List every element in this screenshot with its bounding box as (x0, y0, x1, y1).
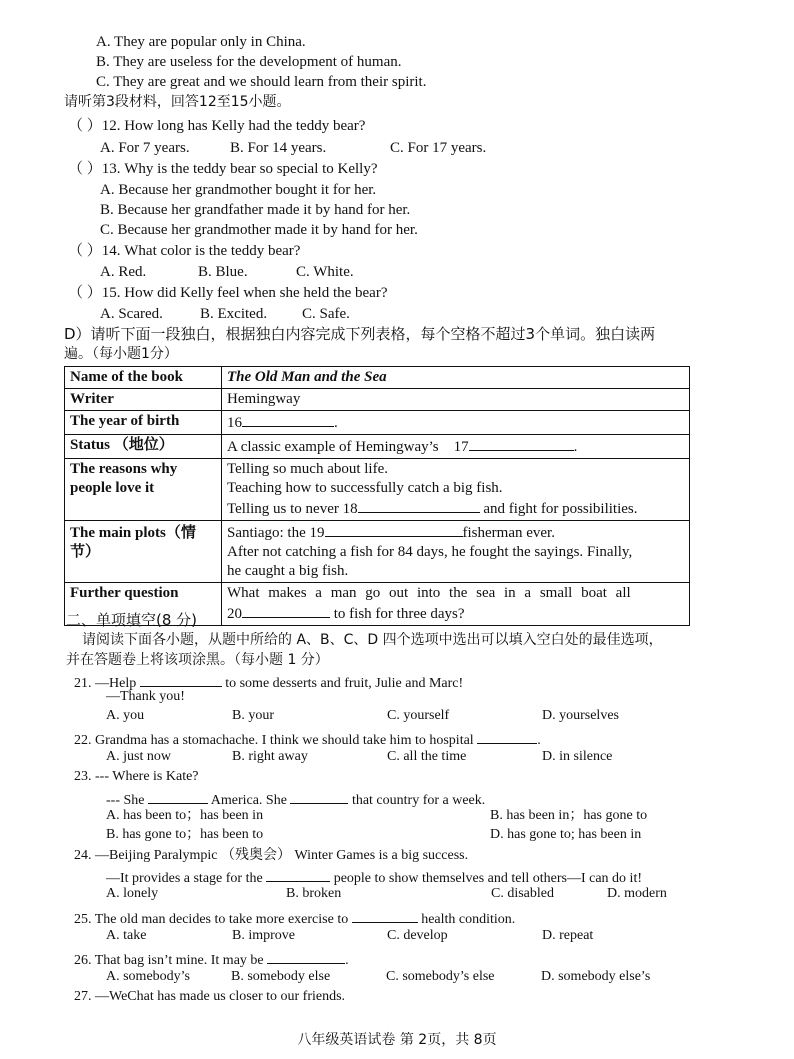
q22-stem-text: 22. Grandma has a stomachache. I think we should take him to hospital (74, 733, 474, 748)
q23-blank-2[interactable] (290, 789, 348, 804)
q25-stem (74, 908, 515, 929)
q24-reply-a: —It provides a stage for the (106, 871, 263, 886)
q25-blank[interactable] (352, 908, 418, 923)
q11-option-b: B. They are useless for the development of human. (96, 54, 402, 70)
q22-option-a: A. just now (106, 749, 171, 764)
further-text-b: to fish for three days? (333, 606, 465, 622)
q21-reply: —Thank you! (106, 689, 185, 704)
q22-option-d: D. in silence (542, 749, 613, 764)
plots-label-line-1: The main plots（情 (70, 525, 196, 541)
status-value: A classic example of Hemingway’s 17 (227, 439, 469, 455)
q23-option-b1: B. has been in；has gone to (490, 808, 648, 823)
q12-option-b: B. For 14 years. (230, 140, 327, 156)
q24-reply-b: people to show themselves and tell others—I can do it! (333, 871, 643, 886)
q15-options (100, 305, 350, 323)
part2-instruction-1: 请阅读下面各小题，从题中所给的 A、B、C、D 四个选项中选出可以填入空白处的最佳选项， (82, 632, 663, 648)
table-row (65, 367, 690, 389)
table-row (65, 435, 690, 459)
further-value-cell (222, 583, 690, 626)
q26-stem-text: 26. That bag isn’t mine. It may be (74, 953, 264, 968)
part3-instruction: 请听第3段材料，回答12至15小题。 (64, 94, 291, 110)
q25-options (106, 928, 593, 945)
table-row (65, 521, 690, 583)
q26-option-d: D. somebody else’s (541, 969, 651, 984)
blank-19[interactable] (325, 522, 463, 537)
reason-1: Telling so much about life. (227, 461, 389, 477)
plots-label-line-2: 节） (70, 544, 101, 560)
q21-stem-b: to some desserts and fruit, Julie and Marc! (225, 676, 464, 691)
part2-heading: 二、单项填空(8 分) (66, 611, 198, 629)
blank-17[interactable] (469, 436, 574, 451)
q12-option-c: C. For 17 years. (390, 140, 487, 156)
q23-reply-a: --- She (106, 793, 145, 808)
q21-option-d: D. yourselves (542, 708, 619, 723)
plot-1 (227, 522, 684, 543)
plot-2: After not catching a fish for 84 days, he fought the sayings. Finally, (227, 544, 633, 560)
q15-option-b: B. Excited. (200, 306, 268, 322)
q24-option-b: B. broken (286, 886, 342, 901)
q26-option-c: C. somebody’s else (386, 969, 495, 984)
blank-20[interactable] (242, 603, 330, 618)
plots-label (65, 521, 222, 583)
q23-stem: 23. --- Where is Kate? (74, 769, 199, 784)
reason-3 (227, 498, 684, 519)
reason-3-text-b: and fight for possibilities. (483, 501, 638, 517)
q26-options (106, 969, 650, 986)
book-info-table (64, 366, 690, 626)
q21-option-a: A. you (106, 708, 145, 723)
q25-stem-b: health condition. (421, 912, 516, 927)
q21-stem-a: 21. —Help (74, 676, 137, 691)
table-row (65, 389, 690, 411)
reason-2: Teaching how to successfully catch a big fish. (227, 480, 503, 496)
page-footer: 八年级英语试卷 第 2页，共 8页 (297, 1032, 497, 1048)
q25-option-c: C. develop (387, 928, 448, 943)
q24-option-a: A. lonely (106, 886, 159, 901)
birth-value: 16 (227, 415, 242, 431)
q24-option-c: C. disabled (491, 886, 554, 901)
q22-options (106, 749, 612, 766)
q13-stem: （ ）13. Why is the teddy bear so special to Kelly? (68, 161, 378, 177)
q24-options (106, 886, 667, 903)
plots-value-cell (222, 521, 690, 583)
q26-blank[interactable] (267, 949, 345, 964)
q12-stem: （ ）12. How long has Kelly had the teddy bear? (68, 118, 366, 134)
reasons-label-line-1: The reasons why (70, 461, 178, 477)
further-label: Further question (65, 583, 222, 626)
q14-stem: （ ）14. What color is the teddy bear? (68, 243, 301, 259)
q24-option-d: D. modern (607, 886, 667, 901)
q23-reply-b: America. She (210, 793, 287, 808)
q23-blank-1[interactable] (148, 789, 208, 804)
q21-option-c: C. yourself (387, 708, 450, 723)
q27-stem: 27. —WeChat has made us closer to our friends. (74, 989, 346, 1004)
plot-1-text-b: fisherman ever. (462, 525, 555, 541)
reasons-label-line-2: people love it (70, 480, 155, 496)
q15-option-c: C. Safe. (302, 306, 350, 322)
further-text-a: 20 (227, 606, 242, 622)
part2-instruction-2: 并在答题卷上将该项涂黑。（每小题 1 分） (66, 652, 329, 668)
blank-16[interactable] (242, 412, 334, 427)
q22-option-c: C. all the time (387, 749, 467, 764)
q23-reply (106, 789, 485, 810)
q22-option-b: B. right away (232, 749, 308, 764)
q23-option-d: D. has gone to; has been in (490, 827, 642, 842)
reasons-label (65, 459, 222, 521)
q26-stem: 26. That bag isn’t mine. It may be . (74, 949, 349, 970)
further-line-2 (227, 603, 684, 624)
plot-1-text-a: Santiago: the 19 (227, 525, 325, 541)
reason-3-text-a: Telling us to never 18 (227, 501, 358, 517)
q14-options (100, 263, 354, 281)
q23-option-b2: B. has gone to；has been to (106, 827, 264, 842)
writer-value: Hemingway (222, 389, 690, 411)
q26-option-b: B. somebody else (231, 969, 331, 984)
q21-option-b: B. your (232, 708, 274, 723)
q14-option-b: B. Blue. (198, 264, 248, 280)
q23-option-a: A. has been to；has been in (106, 808, 264, 823)
table-row (65, 459, 690, 521)
q11-option-c: C. They are great and we should learn from their spirit. (96, 74, 427, 90)
q12-options (100, 139, 486, 157)
q25-option-b: B. improve (232, 928, 295, 943)
further-line-1: What makes a man go out into the sea in a small boat all (227, 585, 631, 601)
table-row (65, 411, 690, 435)
q25-option-d: D. repeat (542, 928, 594, 943)
q21-blank[interactable] (140, 672, 222, 687)
q21-options (106, 708, 619, 725)
plot-3: he caught a big fish. (227, 563, 349, 579)
birth-value-cell: 16 . (222, 411, 690, 435)
q13-option-b: B. Because her grandfather made it by hand for her. (100, 202, 411, 218)
q11-option-a: A. They are popular only in China. (96, 34, 306, 50)
reasons-value-cell (222, 459, 690, 521)
status-label: Status （地位） (65, 435, 222, 459)
q15-stem: （ ）15. How did Kelly feel when she held the bear? (68, 285, 388, 301)
book-label: Name of the book (65, 367, 222, 389)
q22-stem: 22. Grandma has a stomachache. I think we should take him to hospital . (74, 729, 541, 750)
status-value-cell: A classic example of Hemingway’s 17 . (222, 435, 690, 459)
q24-reply (106, 867, 642, 888)
q23-reply-c: that country for a week. (351, 793, 486, 808)
q25-stem-a: 25. The old man decides to take more exercise to (74, 912, 349, 927)
q15-option-a: A. Scared. (100, 306, 163, 322)
birth-label: The year of birth (65, 411, 222, 435)
q13-option-a: A. Because her grandmother bought it for her. (100, 182, 377, 198)
q14-option-a: A. Red. (100, 264, 147, 280)
q26-option-a: A. somebody’s (106, 969, 190, 984)
q14-option-c: C. White. (296, 264, 354, 280)
blank-18[interactable] (358, 498, 480, 513)
book-value: The Old Man and the Sea (222, 367, 690, 389)
q25-option-a: A. take (106, 928, 147, 943)
q22-blank[interactable] (477, 729, 537, 744)
q24-blank[interactable] (266, 867, 330, 882)
q13-option-c: C. Because her grandmother made it by hand for her. (100, 222, 418, 238)
section-d-instruction-1: D）请听下面一段独白，根据独白内容完成下列表格，每个空格不超过3个单词。独白读两 (64, 325, 656, 343)
section-d-instruction-2: 遍。（每小题1分） (64, 346, 178, 362)
writer-label: Writer (65, 389, 222, 411)
q12-option-a: A. For 7 years. (100, 140, 190, 156)
q24-stem: 24. —Beijing Paralympic （残奥会） Winter Games is a big success. (74, 848, 469, 863)
